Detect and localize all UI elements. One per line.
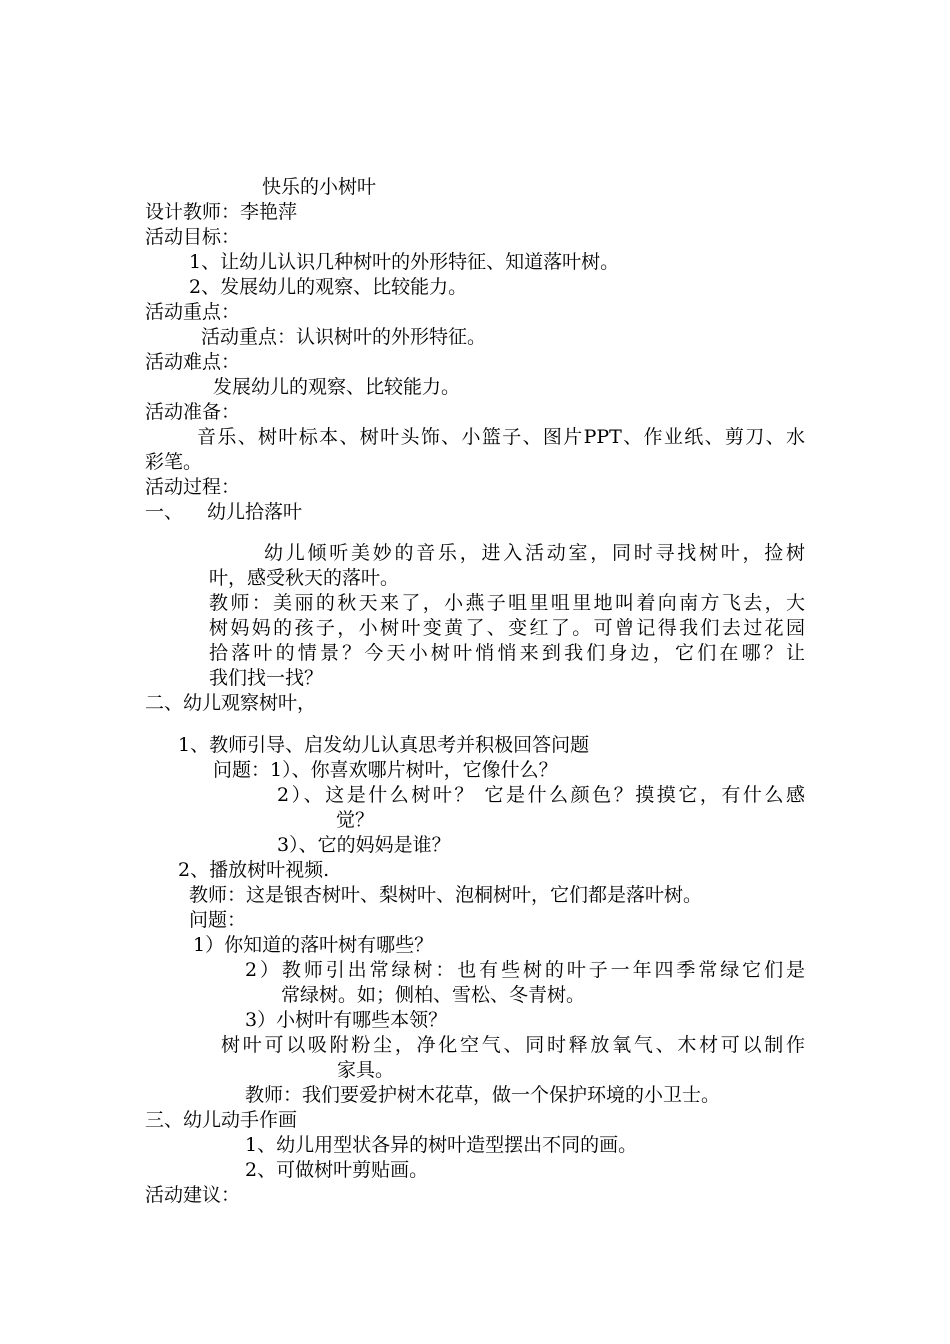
question-line: 2）、这是什么树叶？ 它是什么颜色？摸摸它，有什么感: [277, 784, 805, 806]
teacher-line: 教师：我们要爱护树木花草，做一个保护环境的小卫士。: [245, 1084, 721, 1106]
goal-item: 1、让幼儿认识几种树叶的外形特征、知道落叶树。: [189, 251, 620, 273]
prep-text-line: 音乐、树叶标本、树叶头饰、小篮子、图片PPT、作业纸、剪刀、水: [197, 426, 805, 448]
list-item: 2、播放树叶视频.: [178, 859, 330, 881]
prep-text-line: 彩笔。: [145, 451, 203, 473]
advice-heading: 活动建议：: [145, 1184, 241, 1206]
teacher-line: 教师：这是银杏树叶、梨树叶、泡桐树叶，它们都是落叶树。: [189, 884, 703, 906]
question-line: 觉？: [336, 809, 375, 831]
question-line: 1）你知道的落叶树有哪些？: [193, 934, 434, 956]
goals-heading: 活动目标：: [145, 226, 241, 248]
goal-item: 2、发展幼儿的观察、比较能力。: [189, 276, 468, 298]
answer-line: 家具。: [337, 1059, 395, 1081]
difficulty-heading: 活动难点：: [145, 351, 241, 373]
paragraph-line: 拾落叶的情景？今天小树叶悄悄来到我们身边，它们在哪？让: [209, 642, 805, 664]
question-line: 问题：1）、你喜欢哪片树叶，它像什么？: [213, 759, 558, 781]
designer-line: 设计教师：李艳萍: [145, 201, 298, 223]
process-heading: 活动过程：: [145, 476, 241, 498]
section-title: 二、幼儿观察树叶，: [145, 692, 317, 714]
list-item: 1、幼儿用型状各异的树叶造型摆出不同的画。: [245, 1134, 638, 1156]
prep-heading: 活动准备：: [145, 401, 241, 423]
paragraph-line: 叶，感受秋天的落叶。: [209, 567, 400, 589]
question-line: 常绿树。如；侧柏、雪松、冬青树。: [281, 984, 586, 1006]
key-heading: 活动重点：: [145, 301, 241, 323]
difficulty-text: 发展幼儿的观察、比较能力。: [213, 376, 461, 398]
question-line: 3）、它的妈妈是谁？: [277, 834, 451, 856]
paragraph-line: 树妈妈的孩子，小树叶变黄了、变红了。可曾记得我们去过花园: [209, 617, 805, 639]
section-number: 一、: [145, 501, 184, 523]
key-text: 活动重点：认识树叶的外形特征。: [201, 326, 487, 348]
question-line: 3）小树叶有哪些本领？: [245, 1009, 448, 1031]
section-title: 三、幼儿动手作画: [145, 1109, 298, 1131]
list-item: 1、教师引导、启发幼儿认真思考并积极回答问题: [178, 734, 590, 756]
section-title: 幼儿拾落叶: [207, 501, 303, 523]
doc-title: 快乐的小树叶: [262, 176, 377, 198]
paragraph-line: 幼儿倾听美妙的音乐，进入活动室，同时寻找树叶，捡树: [264, 542, 805, 564]
answer-line: 树叶可以吸附粉尘，净化空气、同时释放氧气、木材可以制作: [221, 1034, 805, 1056]
paragraph-line: 教师：美丽的秋天来了，小燕子咀里咀里地叫着向南方飞去，大: [209, 592, 805, 614]
question-label: 问题：: [189, 909, 247, 931]
question-line: 2）教师引出常绿树：也有些树的叶子一年四季常绿它们是: [245, 959, 805, 981]
list-item: 2、可做树叶剪贴画。: [245, 1159, 429, 1181]
paragraph-line: 我们找一找？: [209, 667, 324, 689]
